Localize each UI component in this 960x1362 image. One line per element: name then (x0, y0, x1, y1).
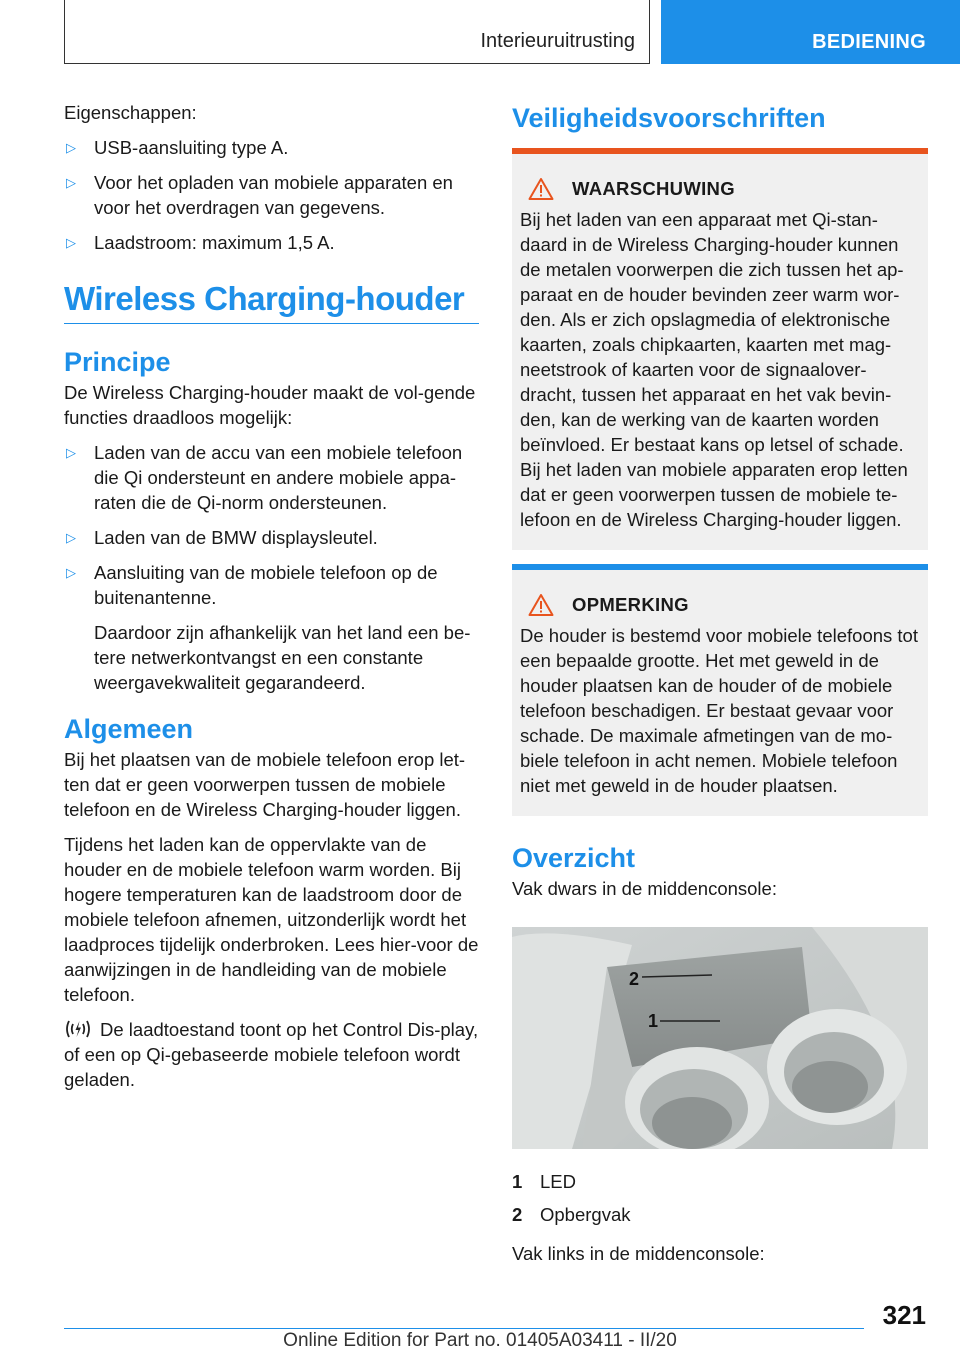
footer-divider (64, 1328, 864, 1329)
triangle-bullet-icon: ▷ (66, 445, 76, 460)
list-item-continuation: Daardoor zijn afhankelijk van het land een be-tere netwerkontvangst en een constante weergavekwaliteit gegarandeerd. (94, 622, 471, 693)
warning-triangle-icon (528, 593, 554, 617)
left-column (64, 100, 479, 1102)
properties-list (64, 135, 479, 255)
algemeen-paragraph-charging-status: De laadtoestand toont op het Control Dis-play, of een op Qi-gebaseerde mobiele telefoon wordt geladen. (64, 1019, 479, 1090)
warning-callout (512, 148, 928, 550)
console-photo (512, 927, 928, 1149)
warning-triangle-icon (528, 177, 554, 201)
triangle-bullet-icon: ▷ (66, 565, 76, 580)
photo-label: 1 (648, 1011, 659, 1031)
overzicht-text: Vak dwars in de middenconsole: (512, 878, 777, 899)
legend-row: 2 Opbergvak (512, 1204, 631, 1225)
principe-text: De Wireless Charging-houder maakt de vol-gende functies draadloos mogelijk: (64, 382, 476, 428)
photo-legend (512, 1169, 928, 1227)
list-item: ▷ Aansluiting van de mobiele telefoon op de buitenantenne. Daardoor zijn afhankelijk van het land een be-tere netwerkontvangst en een constante weergavekwaliteit gegarandeerd. (64, 560, 479, 695)
overzicht-text-2: Vak links in de middenconsole: (512, 1243, 765, 1264)
header-section-box (64, 0, 650, 64)
footer-edition[interactable]: Online Edition for Part no. 01405A03411 - II/20 (283, 1330, 677, 1351)
triangle-bullet-icon: ▷ (66, 235, 76, 250)
principe-list (64, 440, 479, 695)
triangle-bullet-icon: ▷ (66, 140, 76, 155)
safety-heading: Veiligheidsvoorschriften (512, 103, 826, 133)
algemeen-paragraph: Bij het plaatsen van de mobiele telefoon erop let-ten dat er geen voorwerpen tussen de mobiele telefoon en de Wireless Charging-houder liggen. (64, 749, 466, 820)
list-item: ▷ Voor het opladen van mobiele apparaten en voor het overdragen van gegevens. (66, 172, 453, 218)
note-title: OPMERKING (572, 594, 689, 615)
algemeen-heading: Algemeen (64, 714, 194, 744)
triangle-bullet-icon: ▷ (66, 530, 76, 545)
list-item: ▷ Laadstroom: maximum 1,5 A. (66, 232, 335, 253)
list-item: ▷ Laden van de BMW displaysleutel. (66, 527, 378, 548)
photo-label: 2 (629, 969, 640, 989)
header-section-title: Interieuruitrusting (480, 30, 635, 52)
principe-heading: Principe (64, 347, 171, 377)
header-chapter-label: BEDIENING (812, 31, 926, 53)
warning-text: Bij het laden van een apparaat met Qi-stan-daard in de Wireless Charging-houder kunnen de metalen voorwerpen die zich tussen het ap-paraat en de houder bevinden zeer warm wor-den. Als er zich opslagmedia of elektronische kaarten, zoals chipkaarten, kaarten met mag-neetstrook of kaarten voor de signaalover-dracht, tussen het apparaat en het vak bevin-den, kan de werking van de kaarten worden beïnvloed. Er bestaat kans op letsel of schade. Bij het laden van mobiele apparaten erop letten dat er geen voorwerpen tussen de mobiele te-lefoon en de Wireless Charging-houder liggen. (520, 209, 908, 530)
wireless-charging-icon (64, 1018, 92, 1040)
list-item: ▷ Laden van de accu van een mobiele telefoon die Qi ondersteunt en andere mobiele appa-raten die de Qi-norm ondersteunen. (66, 442, 463, 513)
right-column (512, 100, 928, 1276)
list-item: ▷ USB-aansluiting type A. (66, 137, 289, 158)
note-text: De houder is bestemd voor mobiele telefoons tot een bepaalde grootte. Het met geweld in de houder plaatsen kan de houder of de mobiele telefoon beschadigen. Er bestaat gevaar voor schade. De maximale afmetingen van de mo-biele telefoon in acht nemen. Mobiele telefoon niet met geweld in de houder plaatsen. (520, 625, 918, 796)
legend-row: 1 LED (512, 1171, 576, 1192)
page-number: 321 (882, 1300, 926, 1330)
warning-title: WAARSCHUWING (572, 178, 735, 199)
triangle-bullet-icon: ▷ (66, 175, 76, 190)
properties-intro: Eigenschappen: (64, 102, 197, 123)
main-heading: Wireless Charging-houder (64, 279, 479, 324)
overzicht-heading: Overzicht (512, 843, 636, 873)
note-callout (512, 564, 928, 816)
header-chapter-tab[interactable] (661, 0, 960, 64)
algemeen-paragraph: Tijdens het laden kan de oppervlakte van de houder en de mobiele telefoon warm worden. Bij hogere temperaturen kan de laadstroom door de mobiele telefoon afnemen, uitzonderlijk wordt het laadproces tijdelijk onderbroken. Lees hier-voor de aanwijzingen in de handleiding van de mobiele telefoon. (64, 834, 479, 1005)
